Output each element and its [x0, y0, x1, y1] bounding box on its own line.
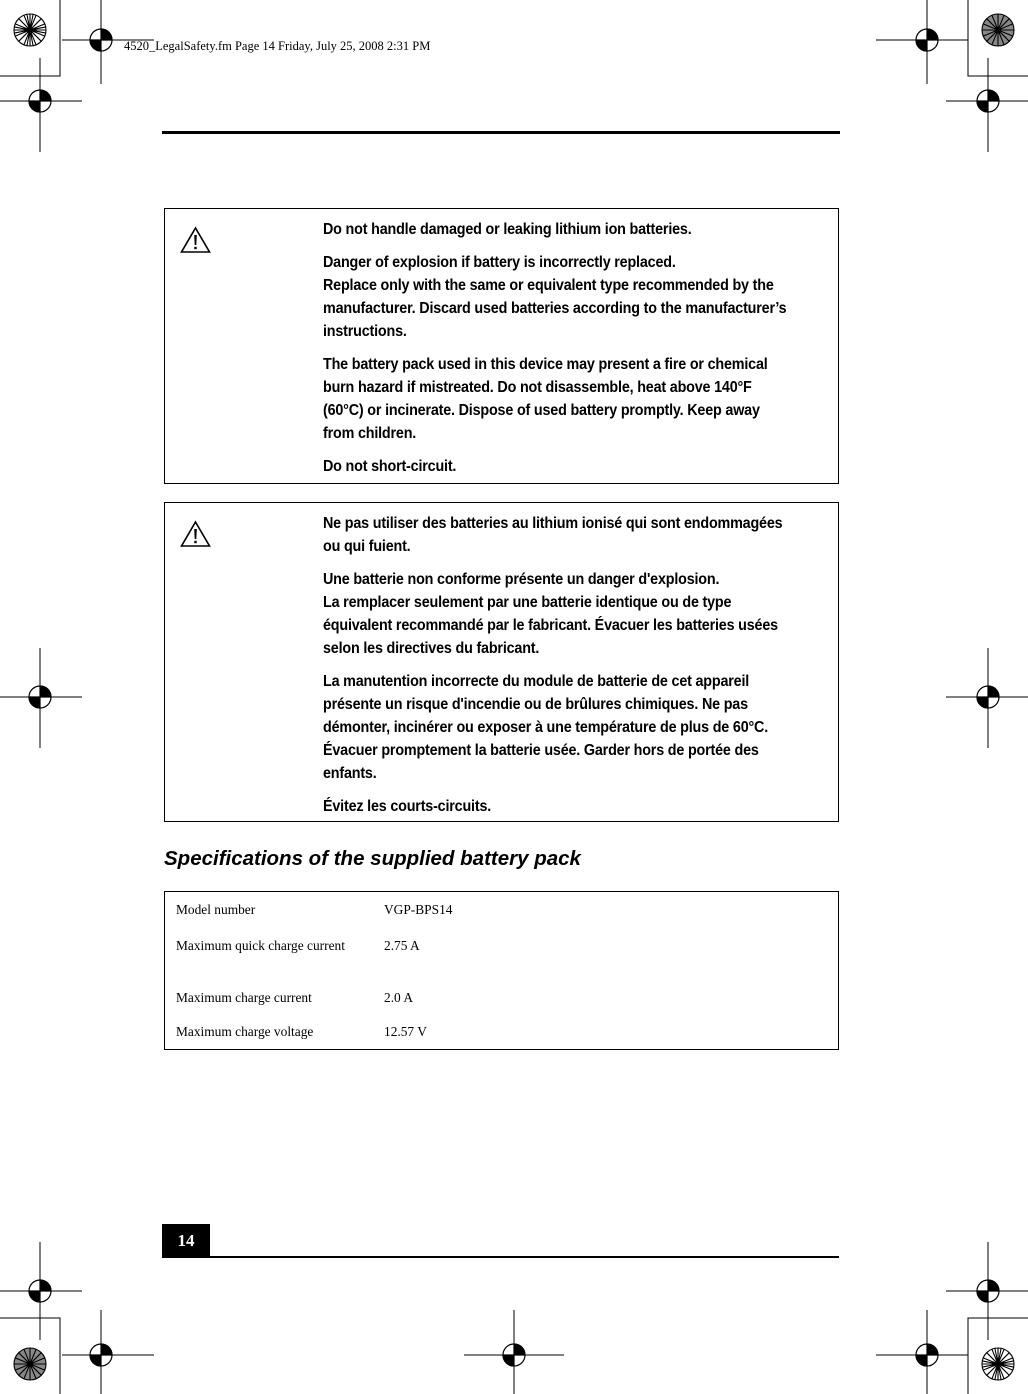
warning-text-english [323, 218, 792, 488]
spec-value: 12.57 V [384, 1024, 427, 1039]
spec-label: Maximum charge voltage [176, 1024, 314, 1039]
file-slug-line: 4520_LegalSafety.fm Page 14 Friday, July 25, 2008 2:31 PM [124, 39, 431, 53]
warning-paragraph: Danger of explosion if battery is incorrectly replaced. Replace only with the same or equivalent type recommended by the manufacturer. Discard used batteries according to the manufacturer’s instructions. [323, 254, 787, 340]
section-heading: Specifications of the supplied battery pack [164, 847, 581, 870]
warning-text-french [323, 512, 792, 828]
spec-label: Maximum charge current [176, 990, 312, 1005]
warning-triangle-icon [180, 226, 211, 254]
page-number: 14 [162, 1224, 210, 1257]
warning-paragraph: The battery pack used in this device may present a fire or chemical burn hazard if mistreated. Do not disassemble, heat above 140°F (60°C) or incinerate. Dispose of used battery promptly. Keep away from children. [323, 356, 768, 442]
warning-box-english [164, 208, 839, 484]
warning-paragraph: La manutention incorrecte du module de batterie de cet appareil présente un risque d'incendie ou de brûlures chimiques. Ne pas démonter, incinérer ou exposer à une température de plus de 60°C. Évacuer promptement la batterie usée. Garder hors de portée des enfants. [323, 673, 769, 782]
specifications-table [164, 891, 839, 1050]
spec-value: 2.0 A [384, 990, 414, 1005]
warning-box-french [164, 502, 839, 822]
warning-paragraph: Une batterie non conforme présente un danger d'explosion. La remplacer seulement par une batterie identique ou de type équivalent recommandé par le fabricant. Évacuer les batteries usées selon les directives du fabricant. [323, 571, 778, 657]
warning-paragraph: Ne pas utiliser des batteries au lithium ionisé qui sont endommagées ou qui fuient. [323, 515, 783, 555]
warning-triangle-icon [180, 520, 211, 548]
spec-value: 2.75 A [384, 938, 420, 953]
warning-paragraph: Do not handle damaged or leaking lithium ion batteries. [323, 221, 692, 238]
header-rule [162, 131, 840, 134]
warning-paragraph: Do not short-circuit. [323, 458, 457, 475]
warning-paragraph: Évitez les courts-circuits. [323, 798, 492, 815]
footer-rule [162, 1256, 839, 1258]
spec-label: Maximum quick charge current [176, 938, 345, 953]
spec-value: VGP-BPS14 [384, 902, 453, 917]
spec-label: Model number [176, 902, 256, 917]
